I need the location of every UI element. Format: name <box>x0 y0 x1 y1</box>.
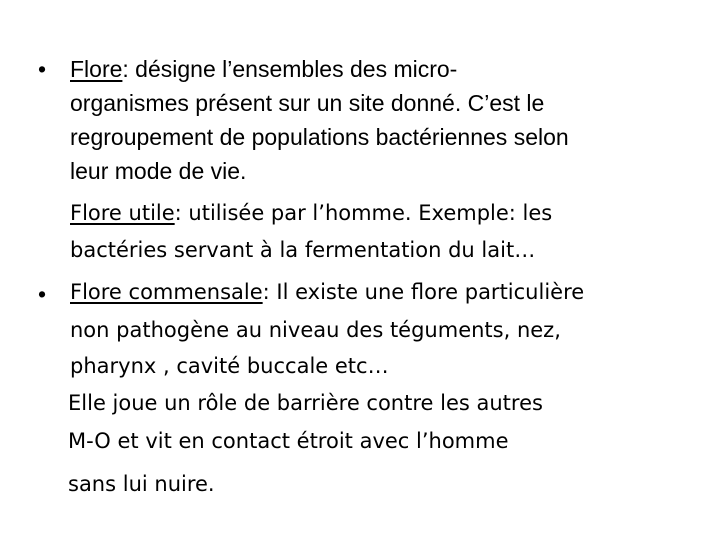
flore-commensale-line-4: Elle joue un rôle de barrière contre les autres <box>68 391 543 415</box>
flore-definition-line-3: regroupement de populations bactériennes selon <box>70 124 569 150</box>
flore-commensale-line-3: pharynx , cavité buccale etc… <box>70 354 389 378</box>
flore-utile-term: Flore utile <box>70 201 175 225</box>
flore-commensale-line-2: non pathogène au niveau des téguments, nez, <box>70 318 561 342</box>
flore-utile-line-1 <box>70 203 552 224</box>
flore-commensale-text: Il existe une flore particulière <box>269 280 585 304</box>
flore-commensale-line-1 <box>70 282 584 303</box>
flore-definition-line-4: leur mode de vie. <box>70 158 247 184</box>
flore-utile-line-2: bactéries servant à la fermentation du lait… <box>70 238 536 262</box>
flore-definition-line-1 <box>70 58 457 81</box>
flore-utile-colon: : <box>174 201 182 225</box>
flore-term: Flore <box>70 56 123 82</box>
flore-commensale-term: Flore commensale <box>70 280 263 304</box>
flore-commensale-line-5: M-O et vit en contact étroit avec l’homme <box>68 429 509 453</box>
flore-definition-line-2: organismes présent sur un site donné. C’est le <box>70 90 545 116</box>
flore-commensale-line-6: sans lui nuire. <box>68 472 215 496</box>
flore-utile-text: utilisée par l’homme. Exemple: les <box>181 201 553 225</box>
flore-definition-text: désigne l’ensembles des micro- <box>128 56 458 82</box>
flore-colon: : <box>122 56 129 82</box>
bullet-marker: • <box>38 281 47 307</box>
flore-commensale-colon: : <box>262 280 270 304</box>
bullet-marker: • <box>38 56 47 82</box>
